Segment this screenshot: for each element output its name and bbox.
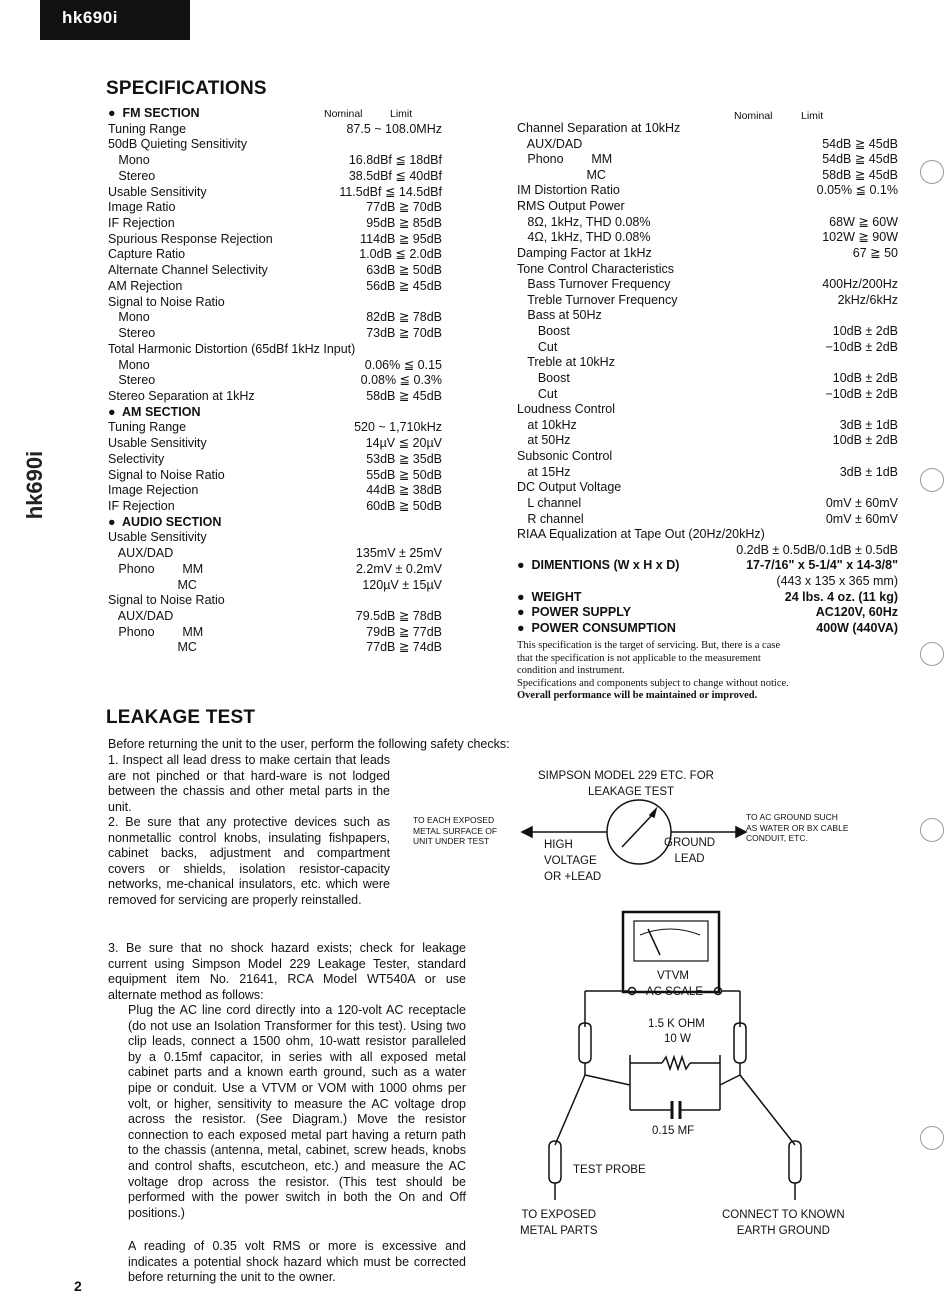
spec-section-heading: ● DIMENTIONS (W x H x D) bbox=[517, 558, 680, 573]
spec-label: RIAA Equalization at Tape Out (20Hz/20kHz) bbox=[517, 527, 765, 542]
spec-label: Boost bbox=[517, 324, 570, 339]
spec-label: Selectivity bbox=[108, 451, 165, 466]
spec-label: Stereo bbox=[108, 373, 156, 388]
spec-value: 400Hz/200Hz bbox=[822, 277, 898, 292]
spec-value: 14µV ≦ 20µV bbox=[365, 436, 442, 451]
spec-label: Treble at 10kHz bbox=[517, 355, 615, 370]
spec-value: 63dB ≧ 50dB bbox=[366, 263, 442, 278]
spec-label: Total Harmonic Distortion (65dBf 1kHz Input) bbox=[108, 341, 356, 356]
binder-hole-mark bbox=[920, 160, 944, 184]
spec-label: Bass Turnover Frequency bbox=[517, 277, 671, 292]
spec-value: (443 x 135 x 365 mm) bbox=[776, 573, 898, 588]
spec-section-heading: ● AM SECTION bbox=[108, 404, 201, 419]
leakage-item-3-warning: A reading of 0.35 volt RMS or more is excessive and indicates a potential shock hazard which must be corrected before returning the unit to the owner. bbox=[128, 1239, 466, 1285]
right-note: TO AC GROUND SUCH AS WATER OR BX CABLE CONDUIT, ETC. bbox=[746, 812, 849, 843]
spec-value: 3dB ± 1dB bbox=[839, 417, 898, 432]
spec-value: 102W ≧ 90W bbox=[822, 230, 898, 245]
spec-label: Stereo bbox=[108, 326, 156, 341]
spec-value: 400W (440VA) bbox=[816, 620, 898, 635]
spec-label: 4Ω, 1kHz, THD 0.08% bbox=[517, 230, 651, 245]
ac-scale-label: AC SCALE bbox=[646, 986, 703, 998]
spec-value: 0.06% ≦ 0.15 bbox=[364, 357, 442, 372]
note-line: This specification is the target of servicing. But, there is a case bbox=[517, 640, 781, 651]
spec-value: 0.08% ≦ 0.3% bbox=[360, 373, 442, 388]
resistor-label: 1.5 K OHM bbox=[648, 1018, 705, 1030]
spec-value: 2.2mV ± 0.2mV bbox=[355, 561, 442, 576]
spec-label: at 10kHz bbox=[517, 417, 577, 432]
binder-hole-mark bbox=[920, 1126, 944, 1150]
spec-label: MC bbox=[108, 640, 197, 655]
spec-label: RMS Output Power bbox=[517, 199, 625, 214]
left-note: TO EACH EXPOSED METAL SURFACE OF UNIT UNDER TEST bbox=[413, 815, 498, 846]
spec-label: IM Distortion Ratio bbox=[517, 183, 620, 198]
simpson-title-2: LEAKAGE TEST bbox=[588, 786, 675, 798]
spec-label: 8Ω, 1kHz, THD 0.08% bbox=[517, 214, 651, 229]
right-limit-header: Limit bbox=[801, 110, 824, 122]
spec-value: 16.8dBf ≦ 18dBf bbox=[348, 153, 442, 168]
vtvm-label: VTVM bbox=[657, 970, 689, 982]
spec-label: Usable Sensitivity bbox=[108, 436, 207, 451]
spec-value: 10dB ± 2dB bbox=[832, 324, 898, 339]
spec-value: 79dB ≧ 77dB bbox=[366, 624, 442, 639]
spec-value: 77dB ≧ 70dB bbox=[366, 200, 442, 215]
spec-value: 0mV ± 60mV bbox=[825, 511, 898, 526]
spec-value: 55dB ≧ 50dB bbox=[366, 467, 442, 482]
spec-label: Tuning Range bbox=[108, 121, 187, 136]
spec-label: Subsonic Control bbox=[517, 449, 613, 464]
spec-value: 56dB ≧ 45dB bbox=[366, 278, 442, 293]
spec-label: Cut bbox=[517, 339, 558, 354]
note-line: Specifications and components subject to change without notice. bbox=[517, 677, 789, 689]
leakage-item-2: 2. Be sure that any protective devices such as nonmetallic control knobs, insulating fishpapers, cabinet backs, adjustment and compartment covers or shields, isolation resistor-capacity networks, me-chanical insulators, etc. which were removed for servicing are properly reinstalled. bbox=[108, 815, 390, 907]
spec-label: Signal to Noise Ratio bbox=[108, 294, 225, 309]
spec-value: 73dB ≧ 70dB bbox=[366, 326, 442, 341]
binder-hole-mark bbox=[920, 642, 944, 666]
capacitor-label: 0.15 MF bbox=[652, 1125, 695, 1137]
spec-value: 3dB ± 1dB bbox=[839, 464, 898, 479]
spec-label: Phono MM bbox=[517, 152, 613, 167]
spec-label: IF Rejection bbox=[108, 499, 175, 513]
spec-value: 0mV ± 60mV bbox=[825, 495, 898, 510]
spec-label: Spurious Response Rejection bbox=[108, 231, 273, 246]
spec-section-heading: ● WEIGHT bbox=[517, 589, 582, 604]
leakage-item-3-procedure: Plug the AC line cord directly into a 120-volt AC receptacle (do not use an Isolation Transformer for this test). Using two clip leads, connect a 1500 ohm, 10-watt resistor paralleled by a 0.15mf capacitor, in series with all exposed metal cabinet parts and a known earth ground, such as a water pipe or conduit. Use a VTVM or VOM with 1000 ohms per volt, or higher, sensitivity to measure the AC voltage drop across the resistor. (See Diagram.) Move the resistor connection to each exposed metal part having a return path to the chassis (antenna, metal, cabinet, screw heads, knobs and control shafts, escutcheon, etc.) and measure the AC voltage drop across the resistor. (This test should be performed with the power switch in both the On and Off positions.) bbox=[128, 1003, 466, 1220]
spec-value: 17-7/16" x 5-1/4" x 14-3/8" bbox=[746, 558, 898, 573]
ground-lead-label: GROUND LEAD bbox=[664, 837, 716, 865]
to-exposed-label: TO EXPOSED METAL PARTS bbox=[520, 1209, 598, 1237]
leakage-item-1: 1. Inspect all lead dress to make certain that leads are not pinched or that hard-ware is not lodged between the chassis and other metal parts in the unit. bbox=[108, 753, 390, 814]
spec-section-heading: ● FM SECTION bbox=[108, 106, 200, 120]
spec-value: 2kHz/6kHz bbox=[837, 292, 898, 307]
spec-value: 54dB ≧ 45dB bbox=[822, 152, 898, 167]
spec-label: DC Output Voltage bbox=[517, 480, 622, 495]
spec-value: 0.2dB ± 0.5dB/0.1dB ± 0.5dB bbox=[736, 542, 898, 557]
leakage-test-title: LEAKAGE TEST bbox=[106, 707, 256, 728]
spec-value: 135mV ± 25mV bbox=[355, 546, 442, 561]
spec-label: at 50Hz bbox=[517, 433, 571, 448]
spec-label: Signal to Noise Ratio bbox=[108, 467, 225, 482]
spec-label: Cut bbox=[517, 386, 558, 401]
page-number: 2 bbox=[74, 1278, 82, 1294]
spec-label: Image Rejection bbox=[108, 483, 199, 498]
spec-value: 87.5 ~ 108.0MHz bbox=[346, 121, 442, 136]
spec-label: MC bbox=[517, 167, 606, 182]
spec-value: 10dB ± 2dB bbox=[832, 370, 898, 385]
spec-value: 60dB ≧ 50dB bbox=[366, 499, 442, 513]
spec-label: Boost bbox=[517, 370, 570, 385]
spec-label: Mono bbox=[108, 153, 150, 168]
leakage-item-3: 3. Be sure that no shock hazard exists; check for leakage current using Simpson Model 229 Leakage Tester, standard equipment item No. 21641, RCA Model WT540A or use alternate method as follows: bbox=[108, 941, 466, 1002]
spec-value: 53dB ≧ 35dB bbox=[366, 451, 442, 466]
spec-label: Image Ratio bbox=[108, 200, 176, 215]
spec-value: 58dB ≧ 45dB bbox=[366, 388, 442, 403]
wattage-label: 10 W bbox=[664, 1033, 691, 1045]
spec-label: Bass at 50Hz bbox=[517, 308, 602, 323]
spec-label: Tuning Range bbox=[108, 420, 187, 435]
spec-label: Channel Separation at 10kHz bbox=[517, 121, 681, 135]
spec-label: AUX/DAD bbox=[108, 609, 174, 624]
spec-value: 95dB ≧ 85dB bbox=[366, 216, 442, 231]
simpson-meter-icon bbox=[607, 800, 671, 864]
spec-label: Usable Sensitivity bbox=[108, 184, 207, 199]
spec-note bbox=[517, 640, 877, 703]
spec-value: 11.5dBf ≦ 14.5dBf bbox=[339, 184, 442, 199]
spec-label: Mono bbox=[108, 357, 150, 372]
spec-label: Signal to Noise Ratio bbox=[108, 593, 225, 608]
binder-hole-mark bbox=[920, 818, 944, 842]
leakage-test-diagram bbox=[400, 795, 910, 1225]
spec-value: 44dB ≧ 38dB bbox=[366, 483, 442, 498]
spec-label: MC bbox=[108, 577, 197, 592]
spec-value: 38.5dBf ≦ 40dBf bbox=[348, 168, 442, 183]
spec-value: 54dB ≧ 45dB bbox=[822, 136, 898, 151]
spec-value: 520 ~ 1,710kHz bbox=[354, 420, 442, 435]
spec-value: 82dB ≧ 78dB bbox=[366, 310, 442, 325]
specifications-title: SPECIFICATIONS bbox=[106, 78, 267, 99]
spec-label: 50dB Quieting Sensitivity bbox=[108, 137, 247, 152]
spec-label: Loudness Control bbox=[517, 402, 615, 417]
spec-label: Phono MM bbox=[108, 561, 204, 576]
spec-label: AUX/DAD bbox=[517, 136, 583, 151]
model-tab-label: hk690i bbox=[62, 8, 118, 27]
spec-value: 10dB ± 2dB bbox=[832, 433, 898, 448]
connect-earth-label: CONNECT TO KNOWN EARTH GROUND bbox=[722, 1209, 845, 1237]
spec-value: 79.5dB ≧ 78dB bbox=[355, 609, 442, 624]
test-probe-label: TEST PROBE bbox=[573, 1164, 646, 1176]
spec-label: Alternate Channel Selectivity bbox=[108, 263, 268, 278]
high-voltage-label: HIGH VOLTAGE OR +LEAD bbox=[544, 839, 602, 883]
spec-value: −10dB ± 2dB bbox=[825, 386, 898, 401]
spec-label: AUX/DAD bbox=[108, 546, 174, 561]
spec-section-heading: ● AUDIO SECTION bbox=[108, 514, 222, 529]
spec-label: Usable Sensitivity bbox=[108, 530, 207, 545]
left-limit-header: Limit bbox=[390, 108, 413, 120]
spec-label: Mono bbox=[108, 310, 150, 325]
spec-value: 1.0dB ≦ 2.0dB bbox=[359, 247, 442, 262]
spec-value: 0.05% ≦ 0.1% bbox=[816, 183, 898, 198]
spec-label: at 15Hz bbox=[517, 464, 571, 479]
note-line: condition and instrument. bbox=[517, 665, 625, 676]
right-nominal-header: Nominal bbox=[734, 110, 773, 122]
spec-value: 77dB ≧ 74dB bbox=[366, 640, 442, 655]
spec-value: −10dB ± 2dB bbox=[825, 339, 898, 354]
spec-label: Tone Control Characteristics bbox=[517, 261, 675, 276]
note-line: that the specification is not applicable to the measurement bbox=[517, 652, 761, 664]
binder-hole-mark bbox=[920, 468, 944, 492]
spec-section-heading: ● POWER CONSUMPTION bbox=[517, 620, 676, 635]
simpson-title: SIMPSON MODEL 229 ETC. FOR bbox=[538, 770, 714, 782]
note-line: Overall performance will be maintained or improved. bbox=[517, 690, 758, 701]
left-nominal-header: Nominal bbox=[324, 108, 363, 120]
spec-label: L channel bbox=[517, 495, 582, 510]
spec-label: Stereo Separation at 1kHz bbox=[108, 388, 255, 403]
side-model-label: hk690i bbox=[22, 450, 47, 520]
spec-label: R channel bbox=[517, 511, 584, 526]
spec-value: 120µV ± 15µV bbox=[362, 577, 442, 592]
vtvm-box bbox=[623, 912, 719, 992]
spec-label: Stereo bbox=[108, 168, 156, 183]
spec-value: 114dB ≧ 95dB bbox=[360, 231, 442, 246]
spec-value: 68W ≧ 60W bbox=[829, 214, 898, 229]
spec-label: Damping Factor at 1kHz bbox=[517, 245, 652, 260]
spec-value: 58dB ≧ 45dB bbox=[822, 167, 898, 182]
spec-value: AC120V, 60Hz bbox=[815, 605, 898, 620]
spec-value: 24 lbs. 4 oz. (11 kg) bbox=[784, 589, 898, 604]
spec-section-heading: ● POWER SUPPLY bbox=[517, 605, 632, 620]
spec-label: Phono MM bbox=[108, 624, 204, 639]
spec-value: 67 ≧ 50 bbox=[852, 245, 898, 260]
spec-label: AM Rejection bbox=[108, 278, 183, 293]
spec-label: Treble Turnover Frequency bbox=[517, 292, 678, 307]
leakage-intro: Before returning the unit to the user, perform the following safety checks: bbox=[108, 737, 510, 751]
spec-label: Capture Ratio bbox=[108, 247, 186, 262]
spec-label: IF Rejection bbox=[108, 216, 175, 231]
